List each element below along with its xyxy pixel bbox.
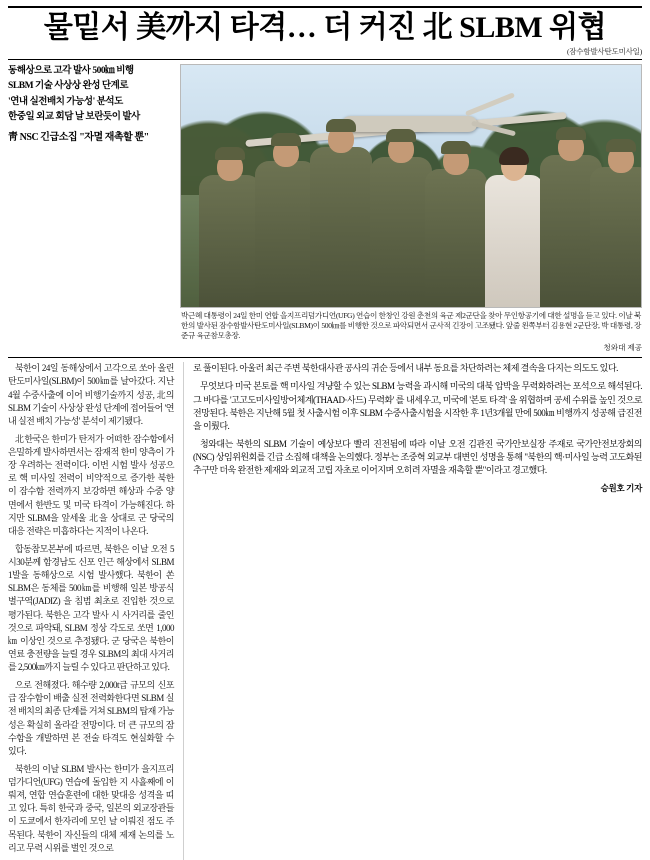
photo-block [180,64,642,354]
lead-line-4: 한중일 외교 회담 날 보란듯이 발사 [8,112,140,123]
soldier-figure [310,147,372,307]
lead-line-2: SLBM 기술 사상상 완성 단계로 [8,81,129,92]
column-divider [183,362,184,860]
byline: 승원호 기자 [600,483,642,494]
photo-caption: 박근혜 대통령이 24일 한미 연합 을지프리덤가디언(UFG) 연습이 한창인 강원 춘천의 육군 제2군단을 찾아 무인항공기에 대한 설명을 듣고 있다. 이날 북한의 발사된 잠수함발사탄도미사일(SLBM)이 500㎞를 비행한 것으로 파악되면서 군사적 긴장이 고조됐다. 앞줄 왼쪽부터 김용현 2군단장, 박 대통령, 장준규 육군참모총장. [181,310,641,341]
paragraph: 무엇보다 미국 본토를 핵 미사일 겨냥할 수 있는 SLBM 능력을 과시해 미국의 대북 압박을 무력화하려는 포석으로 해석된다. 그 바다를 '고고도미사일방어체계(THAAD·사드) 무력화' 를 내세우고, 미국에 '본토 타격' 을 위협하며 공세 수위를 높인 것으로 전망된다. 북한은 지난해 5월 첫 사출시험 이후 SLBM 수중사출시험을 시작한 후 1년3개월 만에 500㎞ 비행까지 성공해 급진전을 이뤘다. [193,381,642,431]
president-figure [485,175,543,307]
lead-nsc-line: 靑 NSC 긴급소집 "자멸 재촉할 뿐" [8,131,149,143]
headline-credit: (잠수함발사탄도미사일) [8,46,642,60]
paragraph: 북한이 24일 동해상에서 고각으로 쏘아 올린 탄도미사일(SLBM)이 500㎞를 날아갔다. 지난 4월 수중사출에 이어 비행기술까지 성공, 北의 SLBM 기술이 사상상 완성 단계에 접어들어 '연내 실전 배치 가능성' 분석이 제기됐다. [8,363,174,426]
paragraph: 北한국은 한미가 탄저가 어떠한 잠수함에서 은밀하게 발사하면서는 잠재적 한미 양측이 가장 우려하는 전력이다. 이번 시험 발사 성공으로 핵 미사일 전력이 비약적으로 증가한 북한이 잠수함 전력까지 보강하면 해상과 수중 양면에서 한반도 및 미국 타격이 가능해진다. 하지만 SLBM을 앞세울 北을 상대로 군 당국의 대응 전략은 미흡하다는 지적이 나온다. [8,433,174,536]
body-column-left [8,362,174,860]
drone-tail-fin [465,93,515,117]
paragraph: 북한의 이날 SLBM 발사는 한미가 을지프리덤가디언(UFG) 연습에 돌입한 지 사흘째에 이뤄져, 연합 연습훈련에 대한 맞대응 성격을 띠고 있다. 특히 한국과 중국, 일본의 외교장관들이 도쿄에서 한자리에 모인 날 이뤄진 점도 주목된다. 북한이 자신들의 대체 제재 논의를 노리고 무력 시위를 벌인 것으로 [8,763,174,853]
news-photo [180,64,642,308]
soldier-figure [590,167,642,307]
body-column-right [193,362,642,860]
page-title: 물밑서 美까지 타격… 더 커진 北 SLBM 위협 [43,11,607,44]
body-columns [8,362,642,860]
lead-summary [8,64,174,147]
lead-line-3: '연내 실전배치 가능성' 분석도 [8,96,123,107]
paragraph: 로 풀이된다. 아울러 최근 주변 북한대사관 공사의 귀순 등에서 내부 동요를 차단하려는 체제 결속을 다지는 의도도 있다. [193,363,618,374]
section-divider [8,357,642,358]
paragraph: 으로 전해졌다. 해수량 2,000t급 규모의 신포급 잠수함이 배출 실전 전력화한다면 SLBM 실전 배치의 최종 단계를 거쳐 SLBM의 탑재 가능성은 확실히 올라갈 전망이다. 더 큰 규모의 잠수함을 개발하면 본 전술 타격도 현실화할 수 있다. [8,680,174,756]
soldier-figure [370,157,432,307]
soldier-figure [199,175,261,307]
paragraph: 청와대는 북한의 SLBM 기술이 예상보다 빨리 진전됨에 따라 이날 오전 김관진 국가안보실장 주재로 국가안전보장회의(NSC) 상임위원회를 긴급 소집해 대책을 논의했다. 정부는 조중혁 외교부 대변인 성명을 통해 "북한의 핵·미사일 능력 고도화된 추구만 더욱 완전한 제재와 외교적 고립 자초로 이어지며 오히려 자멸을 재촉할 뿐"이라고 경고했다. [193,438,642,476]
top-rule [8,6,642,8]
paragraph: 합동참모본부에 따르면, 북한은 이날 오전 5시30분께 함경남도 신포 인근 해상에서 SLBM 1발을 동해상으로 시험 발사했다. 북한이 쏜 SLBM은 동체를 500㎞를 비행해 일본 방공식별구역(JADIZ) 을 침범 최초로 진입한 것으로 평가된다. 북한은 고각 발사 시 사거리를 줄인 것으로 파악돼, SLBM 정상 각도로 쏘면 1,000㎞ 이상인 것으로 추정됐다. 군 당국은 북한이 연료 충전량을 늘릴 경우 SLBM의 최대 사거리를 2,500㎞까지 늘릴 수 있다고 판단하고 있다. [8,543,174,673]
soldier-figure [425,169,487,307]
lead-line-1: 동해상으로 고각 발사 500㎞ 비행 [8,65,134,76]
upper-section [8,64,642,354]
photo-credit: 청와대 제공 [603,343,642,353]
soldier-figure [255,161,317,307]
